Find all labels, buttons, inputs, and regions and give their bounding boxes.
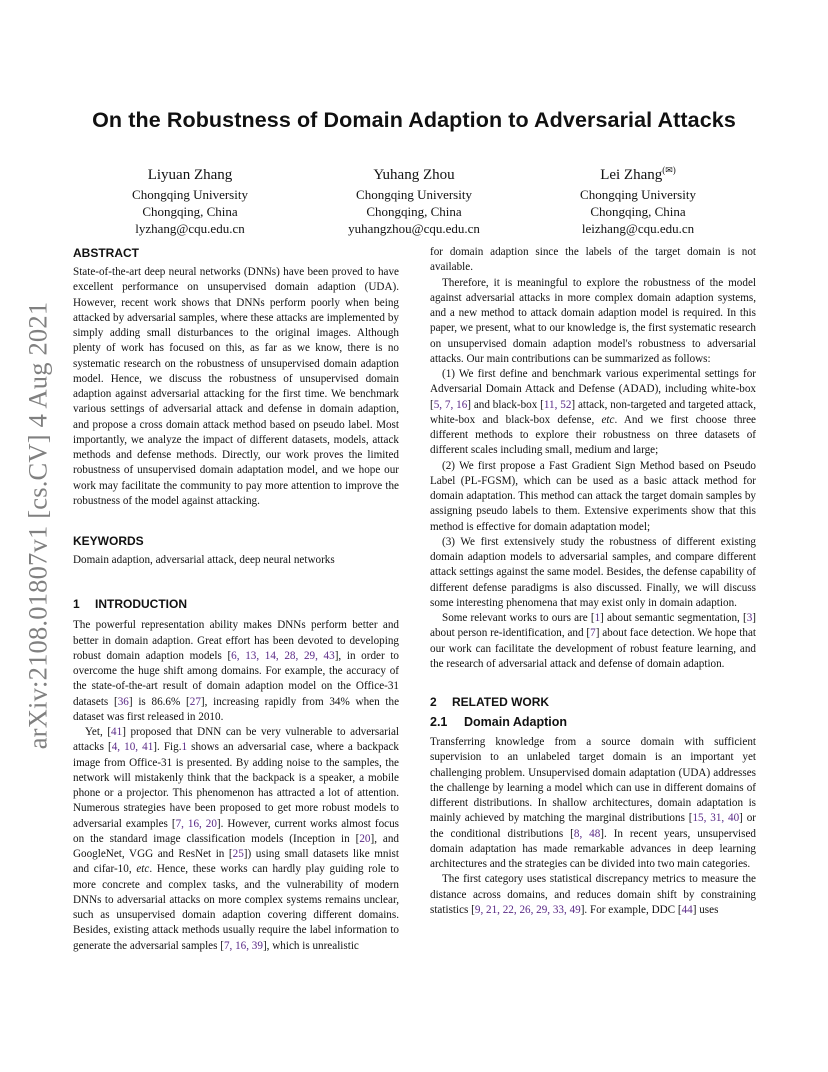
author-name: Yuhang Zhou: [373, 167, 455, 183]
citation-link[interactable]: 3: [746, 612, 753, 624]
subsection-number: 2.1: [430, 715, 448, 729]
citation-link[interactable]: 7, 16, 20: [175, 817, 217, 830]
text-run: ] or the conditional distributions [: [430, 812, 757, 840]
contribution-2: (2) We first propose a Fast Gradient Sign Method based on Pseudo Label (PL-FGSM), which can be used as a basic attack method for domain adaptation. This method can attack the target domain samples by assigning pseudo labels to them. Extensive experiments show that this method is effective for domain adaptation model;: [430, 459, 756, 533]
text-run: ], which is unrealistic: [262, 939, 359, 952]
related-paragraph-2: [430, 872, 756, 918]
text-run: ]. In recent years, unsupervised domain adaptation has made remarkable advances in deep learning architectures and the strategies can be divided into two main categories.: [430, 827, 756, 870]
text-run: The powerful representation ability makes DNNs perform better and better in domain adaption. Great effort has been devoted to developing robust domain adaption models [: [73, 619, 399, 662]
text-run: ], in order to overcome the huge shift among domains. For example, the accuracy of the state-of-the-art result of domain adaption model on the Office-31 datasets [: [73, 649, 400, 708]
intro-paragraph-1: [73, 618, 399, 725]
section-number: 1: [73, 597, 80, 612]
text-run: ] about face detection. We hope that our work can facilitate the development of robust feature learning, and the research of adversarial attack and defense of domain adaption.: [430, 627, 756, 670]
citation-link[interactable]: 44: [681, 903, 693, 916]
author-email[interactable]: leizhang@cqu.edu.cn: [581, 221, 695, 236]
text-run: ]. For example, DDC [: [580, 903, 682, 916]
text-run: Yet, [: [85, 726, 112, 738]
text-run: ]) using small datasets like mnist and cifar-10,: [73, 848, 399, 876]
citation-link[interactable]: 20: [359, 832, 371, 845]
subsection-title: Domain Adaption: [464, 715, 568, 729]
related-work-heading: [430, 694, 756, 710]
citation-link[interactable]: 7, 16, 39: [223, 939, 263, 952]
author-email[interactable]: lyzhang@cqu.edu.cn: [135, 221, 245, 236]
author-affiliation: Chongqing University: [356, 187, 472, 202]
text-run: Transferring knowledge from a source domain with sufficient supervision to an unlabeled target domain is an important yet challenging problem. Unsupervised domain adaptation (UDA) addresses the challenge by learning a model which can use in different domains of different distributions. In shallow architectures, domain adaptation is mainly achieved by matching the marginal distributions [: [430, 736, 756, 825]
citation-link[interactable]: 8, 48: [573, 827, 601, 840]
citation-link[interactable]: 11, 52: [543, 398, 572, 411]
author-email[interactable]: yuhangzhou@cqu.edu.cn: [348, 221, 480, 236]
text-run: ]. Fig.: [153, 741, 182, 754]
left-column: [73, 245, 399, 954]
intro-paragraph-5: [430, 611, 756, 672]
author-name: Lei Zhang: [600, 167, 663, 183]
section-title: INTRODUCTION: [95, 597, 187, 612]
text-run: ] about person re-identification, and [: [430, 612, 756, 640]
abstract-heading: ABSTRACT: [73, 246, 139, 260]
text-run: ] uses: [692, 903, 719, 916]
citation-link[interactable]: 7: [590, 627, 596, 640]
text-run: ] and black-box [: [467, 398, 544, 411]
keywords-heading: KEYWORDS: [73, 534, 144, 548]
citation-link[interactable]: 27: [189, 695, 201, 708]
text-run: shows an adversarial case, where a backpack image from Office-31 is presented. By adding noise to the samples, the network will mistakenly think that the backpack is a speaker, a mobile phone or a projector. This phenomenon has attracted a lot of attention. Numerous strategies have been proposed to get more robust models to adversarial examples [: [73, 741, 399, 830]
text-run: ] attack, non-targeted and targeted attack, white-box and black-box defense,: [430, 398, 756, 426]
arxiv-stamp: [18, 290, 58, 760]
text-run: ], increasing rapidly from 34% when the dataset was first released in 2010.: [73, 695, 400, 723]
text-run: etc: [601, 413, 615, 426]
section-number: 2: [430, 695, 437, 709]
citation-link[interactable]: 5, 7, 16: [433, 398, 468, 411]
author-name: Liyuan Zhang: [147, 167, 233, 183]
domain-adaption-heading: [430, 714, 756, 731]
text-run: ] about semantic segmentation, [: [600, 612, 747, 624]
intro-paragraph-3: for domain adaption since the labels of the target domain is not available.: [430, 246, 756, 274]
text-run: ] is 86.6% [: [128, 695, 190, 708]
text-run: The first category uses statistical discrepancy metrics to measure the distance across domains, and reduces domain shift by constraining statistics [: [430, 873, 756, 916]
author-1: [80, 165, 300, 237]
text-run: ]. However, current works almost focus on the standard image classification models (Inception in [: [73, 817, 399, 845]
keywords-text: Domain adaption, adversarial attack, deep neural networks: [73, 554, 335, 566]
abstract-text: State-of-the-art deep neural networks (DNNs) have been proved to have excellent performance on unsupervised domain adaption (UDA). However, recent work shows that DNNs perform poorly when being attacked by adversarial samples, where these attacks are implemented by simply adding small disturbances to the original images. Although plenty of work has focused on this, as far as we know, there is no systematic research on the robustness of unsupervised domain adaption model. Hence, we discuss the robustness of unsupervised domain adaption against adversarial attacking for the first time. We benchmark various settings of adversarial attack and defense in domain adaption, and propose a cross domain attack method based on pseudo label. Most importantly, we analyze the impact of different datasets, models, attack methods and defense methods. Directly, our work proves the limited robustness of unsupervised domain adaptation model, and we hope our work may facilitate the community to pay more attention to improve the robustness of the model against attacking.: [73, 266, 399, 507]
text-run: etc: [136, 863, 150, 876]
arxiv-id[interactable]: arXiv:2108.01807v1 [cs.CV] 4 Aug 2021: [22, 301, 53, 749]
contribution-1: [430, 367, 756, 459]
citation-link[interactable]: 25: [232, 848, 244, 860]
author-3: [528, 165, 748, 237]
text-run: . And we first choose three different methods to explore their robustness on three datasets of different scales including small, medium and large;: [430, 413, 756, 457]
author-location: Chongqing, China: [142, 204, 238, 219]
contribution-3: (3) We first extensively study the robustness of different existing domain adaption models to adversarial samples, and compare different attack settings against the same model. Besides, the defense capability of different defense paradigms is also discussed. Finally, we will discuss some interesting phenomena that may exist only in domain adaption.: [430, 535, 756, 609]
citation-link[interactable]: 1: [594, 612, 601, 624]
text-run: Some relevant works to ours are [: [442, 612, 595, 624]
citation-link[interactable]: 41: [111, 726, 123, 738]
author-2: [304, 165, 524, 237]
intro-heading: [73, 596, 399, 612]
text-run: ] proposed that DNN can be very vulnerable to adversarial attacks [: [73, 726, 400, 754]
citation-link[interactable]: 36: [117, 695, 129, 708]
citation-link[interactable]: 4, 10, 41: [111, 741, 154, 754]
right-column: [430, 245, 756, 918]
author-affiliation: Chongqing University: [132, 187, 248, 202]
intro-paragraph-4: Therefore, it is meaningful to explore the robustness of the model against adversarial attacks in more complex domain adaption systems, and a new method to attack domain adaption model is required. In this paper, we present, what to our knowledge is, the first systematic research on unsupervised domain adaption model's robustness to adversarial attacks. Our main contributions can be summarized as follows:: [430, 276, 756, 365]
paper-title: On the Robustness of Domain Adaption to Adversarial Attacks: [92, 108, 736, 132]
citation-link[interactable]: 9, 21, 22, 26, 29, 33, 49: [474, 903, 581, 916]
citation-link[interactable]: 6, 13, 14, 28, 29, 43: [231, 649, 335, 662]
section-title: RELATED WORK: [452, 695, 550, 709]
author-location: Chongqing, China: [366, 204, 462, 219]
author-name-row: [528, 165, 748, 185]
text-run: (1) We first define and benchmark various experimental settings for Adversarial Domain Attack and Defense (ADAD), including white-box [: [430, 368, 756, 411]
citation-link[interactable]: 15, 31, 40: [692, 812, 740, 825]
intro-paragraph-2: [73, 725, 399, 954]
corresponding-author-mark: (✉): [662, 165, 676, 175]
figure-link[interactable]: 1: [181, 741, 188, 754]
author-block: [80, 165, 748, 237]
author-affiliation: Chongqing University: [580, 187, 696, 202]
related-paragraph-1: [430, 735, 756, 872]
text-run: ], and GoogleNet, VGG and ResNet in [: [73, 832, 400, 860]
text-run: . Hence, these works can hardly play guiding role to more concrete and complex tasks, and the vulnerability of modern DNNs to adversarial attacks on more complex systems remains unclear, such as unsupervised domain adaption covering different domains. Besides, existing attack methods usually require the label information to generate the adversarial samples [: [73, 863, 399, 952]
author-location: Chongqing, China: [590, 204, 686, 219]
